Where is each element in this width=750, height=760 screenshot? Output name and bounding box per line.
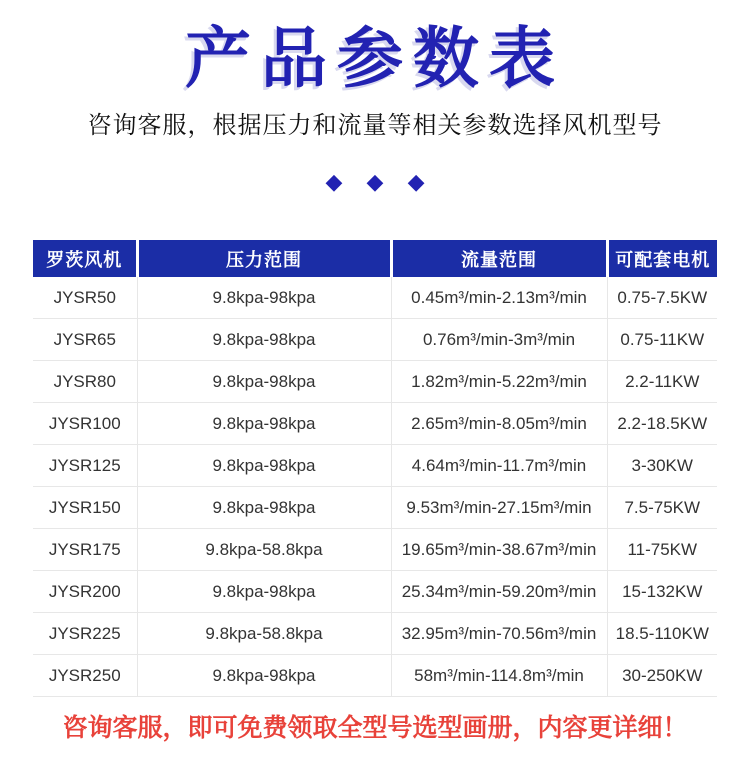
column-header-flow-range: 流量范围 [391, 240, 607, 277]
cell-flow-range: 2.65m³/min-8.05m³/min [391, 403, 607, 445]
cell-pressure-range: 9.8kpa-98kpa [137, 403, 391, 445]
diamond-icon: ◆ [366, 169, 384, 194]
spec-table-header [33, 240, 717, 277]
cell-flow-range: 1.82m³/min-5.22m³/min [391, 361, 607, 403]
cell-flow-range: 25.34m³/min-59.20m³/min [391, 571, 607, 613]
table-row [33, 277, 717, 319]
table-row [33, 655, 717, 697]
cell-pressure-range: 9.8kpa-98kpa [137, 445, 391, 487]
cell-model: JYSR50 [33, 277, 137, 319]
cell-pressure-range: 9.8kpa-98kpa [137, 487, 391, 529]
table-row [33, 403, 717, 445]
table-row [33, 529, 717, 571]
cell-model: JYSR175 [33, 529, 137, 571]
cell-model: JYSR250 [33, 655, 137, 697]
cell-motor-range: 11-75KW [607, 529, 717, 571]
column-header-motor-range: 可配套电机 [607, 240, 717, 277]
cell-model: JYSR150 [33, 487, 137, 529]
diamond-icon: ◆ [407, 169, 425, 194]
column-header-pressure-range: 压力范围 [137, 240, 391, 277]
footer-note: 咨询客服，即可免费领取全型号选型画册，内容更详细！ [62, 714, 688, 742]
cell-model: JYSR125 [33, 445, 137, 487]
cell-model: JYSR80 [33, 361, 137, 403]
cell-motor-range: 7.5-75KW [607, 487, 717, 529]
cell-motor-range: 2.2-18.5KW [607, 403, 717, 445]
cell-flow-range: 4.64m³/min-11.7m³/min [391, 445, 607, 487]
table-row [33, 361, 717, 403]
page-subtitle: 咨询客服，根据压力和流量等相关参数选择风机型号 [87, 112, 663, 139]
cell-model: JYSR200 [33, 571, 137, 613]
table-row [33, 571, 717, 613]
header-row [33, 240, 717, 277]
cell-pressure-range: 9.8kpa-58.8kpa [137, 529, 391, 571]
diamond-divider [0, 170, 750, 194]
spec-table [33, 240, 717, 697]
page-title: 产品参数表 [185, 21, 565, 95]
diamond-icon: ◆ [325, 169, 343, 194]
cell-motor-range: 18.5-110KW [607, 613, 717, 655]
cell-model: JYSR225 [33, 613, 137, 655]
cell-flow-range: 0.45m³/min-2.13m³/min [391, 277, 607, 319]
cell-pressure-range: 9.8kpa-98kpa [137, 655, 391, 697]
cell-flow-range: 32.95m³/min-70.56m³/min [391, 613, 607, 655]
cell-motor-range: 30-250KW [607, 655, 717, 697]
cell-model: JYSR65 [33, 319, 137, 361]
cell-flow-range: 58m³/min-114.8m³/min [391, 655, 607, 697]
table-row [33, 487, 717, 529]
cell-flow-range: 9.53m³/min-27.15m³/min [391, 487, 607, 529]
cell-pressure-range: 9.8kpa-98kpa [137, 571, 391, 613]
cell-flow-range: 19.65m³/min-38.67m³/min [391, 529, 607, 571]
table-row [33, 319, 717, 361]
cell-model: JYSR100 [33, 403, 137, 445]
cell-pressure-range: 9.8kpa-98kpa [137, 319, 391, 361]
cell-pressure-range: 9.8kpa-98kpa [137, 277, 391, 319]
cell-motor-range: 0.75-11KW [607, 319, 717, 361]
cell-flow-range: 0.76m³/min-3m³/min [391, 319, 607, 361]
cell-motor-range: 0.75-7.5KW [607, 277, 717, 319]
spec-table-body [33, 277, 717, 697]
cell-motor-range: 15-132KW [607, 571, 717, 613]
column-header-model: 罗茨风机 [33, 240, 137, 277]
table-row [33, 613, 717, 655]
cell-motor-range: 3-30KW [607, 445, 717, 487]
cell-pressure-range: 9.8kpa-98kpa [137, 361, 391, 403]
cell-motor-range: 2.2-11KW [607, 361, 717, 403]
cell-pressure-range: 9.8kpa-58.8kpa [137, 613, 391, 655]
table-row [33, 445, 717, 487]
